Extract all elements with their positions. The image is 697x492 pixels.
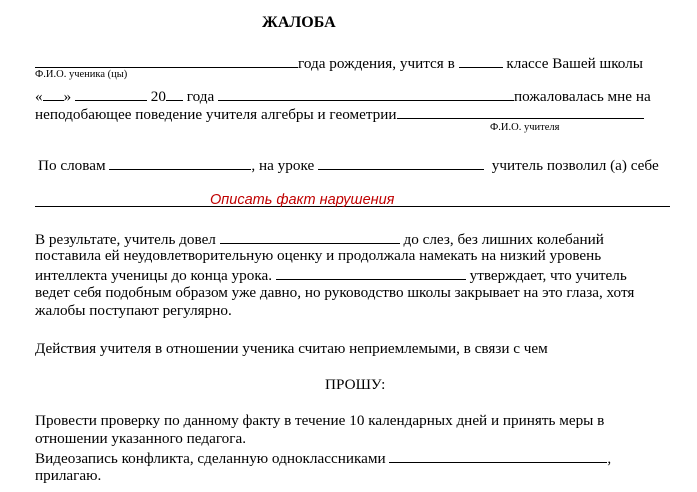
para1-l3a: интеллекта ученицы до конца урока. [35,267,273,284]
student2-field[interactable] [276,265,466,280]
witness-field[interactable] [109,155,251,170]
request-line4: прилагаю. [35,467,102,484]
request-line2: отношении указанного педагога. [35,430,247,447]
line-teacher [35,104,644,124]
request-line3 [35,448,611,468]
label-fio-student: Ф.И.О. ученика (цы) [35,69,128,80]
line-words [38,155,659,175]
line-date [35,86,651,106]
student-name-field[interactable] [35,53,298,68]
class-field[interactable] [459,53,503,68]
violation-hint: Описать факт нарушения [210,192,395,208]
year-suffix: года [186,88,215,105]
words-text: По словам [38,157,106,174]
para1-line3 [35,265,627,285]
request-line1: Провести проверку по данному факту в течение 10 календарных дней и принять меры в [35,412,605,429]
para1-l1b: до слез, без лишних колебаний [403,231,604,248]
request-l3: Видеозапись конфликта, сделанную одноклассниками [35,450,386,467]
line3-text: неподобающее поведение учителя алгебры и геометрии [35,106,397,123]
request-l3-end: , [607,450,612,467]
classmates-field[interactable] [389,448,607,463]
month-field[interactable] [75,86,147,101]
para1-l3b: утверждает, что учитель [469,267,627,284]
document-title: ЖАЛОБА [262,14,336,31]
complainant-field[interactable] [218,86,514,101]
request-heading: ПРОШУ: [325,376,386,393]
date-open-quote: « [35,88,43,105]
line1-text: года рождения, учится в [298,55,455,72]
day-field[interactable] [43,86,64,101]
line1-end: классе Вашей школы [506,55,643,72]
para1-l1a: В результате, учитель довел [35,231,216,248]
para1-line4: ведет себя подобным образом уже давно, но руководство школы закрывает на это глаза, хотя [35,284,635,301]
lesson-text: , на уроке [251,157,315,174]
allowed-text: учитель позволил (а) себе [491,157,659,174]
para1-line5: жалобы поступают регулярно. [35,302,232,319]
year-field[interactable] [166,86,183,101]
label-fio-teacher: Ф.И.О. учителя [490,122,560,133]
line2-end: пожаловалась мне на [514,88,651,105]
date-close-quote: » [63,88,72,105]
year-prefix: 20 [150,88,166,105]
para2: Действия учителя в отношении ученика считаю неприемлемыми, в связи с чем [35,340,548,357]
para1-line1 [35,229,604,249]
teacher-name-field[interactable] [397,104,644,119]
para1-line2: поставила ей неудовлетворительную оценку и продолжала намекать на низкий уровень [35,247,602,264]
student-field[interactable] [220,229,400,244]
lesson-field[interactable] [318,155,484,170]
